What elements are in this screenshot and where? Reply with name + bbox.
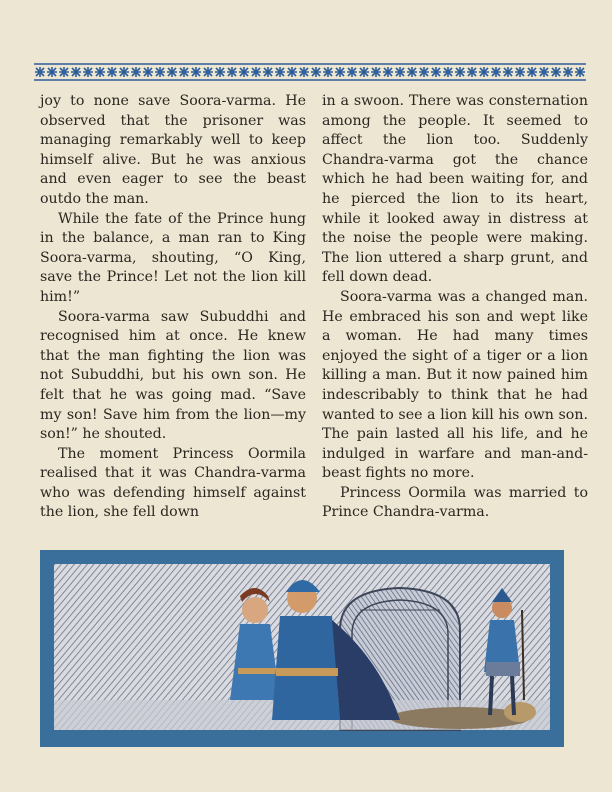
left-column (40, 92, 306, 540)
paragraph: in a swoon. There was consternation among the people. It seemed to affect the lion too. Suddenly Chandra-varma got the chance which he had been waiting for, and he pierced the lion to its heart, while it looked away in distress at the noise the people were making. The lion uttered a sharp grunt, and fell down dead. (322, 93, 588, 286)
decorative-border (34, 62, 586, 82)
paragraph: Soora-varma was a changed man. He embraced his son and wept like a woman. He had many times enjoyed the sight of a tiger or a lion killing a man. But it now pained him indescribably to think that he had wanted to see a lion kill his own son. The pain lasted all his life, and he indulged in warfare and man-and-beast fights no more. (322, 288, 588, 482)
paragraph: joy to none save Soora-varma. He observed that the prisoner was managing remarkably well to keep himself alive. But he was anxious and even eager to see the beast outdo the man. (40, 93, 306, 207)
right-column (322, 92, 588, 540)
paragraph: While the fate of the Prince hung in the balance, a man ran to King Soora-varma, shouting, “O King, save the Prince! Let not the lion kill him!” (40, 210, 306, 305)
star-chain-border-icon (34, 62, 586, 82)
story-columns (40, 92, 588, 540)
paragraph: Princess Oormila was married to Prince Chandra-varma. (322, 484, 588, 521)
paragraph: Soora-varma saw Subuddhi and recognised him at once. He knew that the man fighting the lion was not Subuddhi, but his own son. He felt that he was going mad. “Save my son! Save him from the lion—my son!” he shouted. (40, 308, 306, 443)
paragraph: The moment Princess Oormila realised that it was Chandra-varma who was defending himself against the lion, she fell down (40, 445, 306, 521)
king-embracing-prince-illustration (40, 550, 564, 747)
